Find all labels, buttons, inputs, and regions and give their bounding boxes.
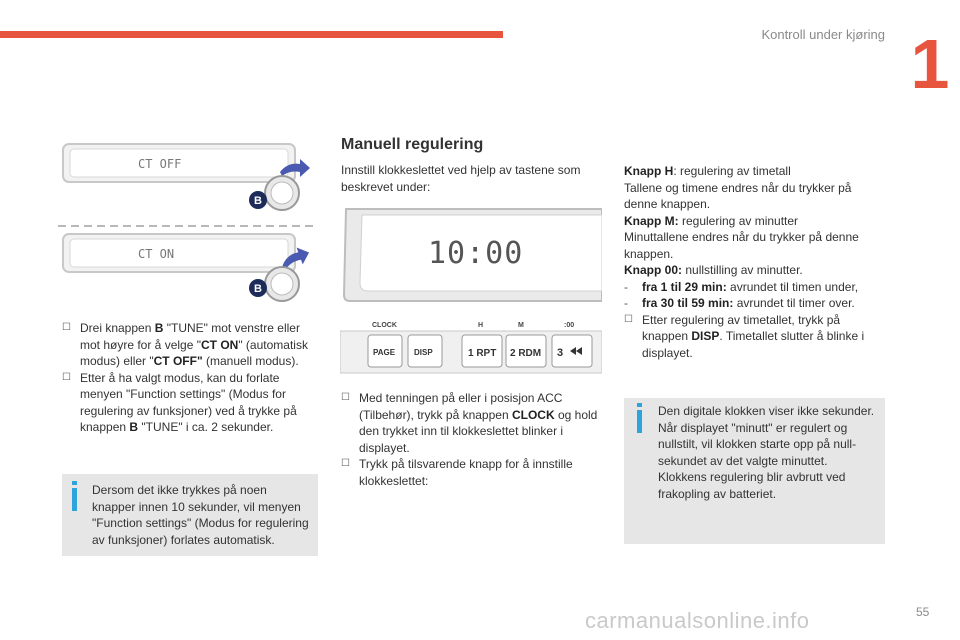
middle-bullets (341, 390, 603, 489)
svg-text:B: B (254, 283, 262, 295)
knapp-h-label: Knapp H (624, 164, 674, 178)
svg-text:B: B (254, 195, 262, 207)
label-m: M (518, 322, 524, 329)
intro-text: Innstill klokkeslettet ved hjelp av tastene som beskrevet under: (341, 163, 581, 194)
info-box-left: Dersom det ikke trykkes på noen knapper innen 10 sekunder, vil menyen "Function settings" (Modus for regulering av funksjoner) forlates automatisk. (62, 474, 318, 556)
info-icon (72, 488, 77, 511)
page-number: 55 (916, 605, 930, 619)
svg-text:1 RPT: 1 RPT (468, 348, 497, 359)
list-item: - fra 30 til 59 min: avrundet til timer over. (624, 296, 855, 310)
clock-display-value: 10:00 (428, 236, 524, 271)
left-bullets (62, 320, 318, 436)
label-zero: :00 (564, 322, 575, 329)
label-clock: CLOCK (372, 322, 397, 329)
svg-text:PAGE: PAGE (373, 348, 396, 357)
svg-text:DISP: DISP (414, 348, 433, 357)
label-h: H (478, 322, 484, 329)
list-item: ☐ Med tenningen på eller i posisjon ACC (Tilbehør), trykk på knappen CLOCK og hold den trykket inn til klokkeslettet blinker i displayet. (341, 391, 598, 455)
list-item: - fra 1 til 29 min: avrundet til timen under, (624, 279, 859, 294)
clock-panel-illustration (340, 205, 602, 375)
display-text-ct-on: CT ON (138, 247, 175, 261)
header-accent-bar (0, 31, 503, 38)
svg-text:2 RDM: 2 RDM (510, 348, 542, 359)
knapp-m-label: Knapp M: (624, 213, 679, 228)
watermark: carmanualsonline.info (585, 608, 810, 633)
section-title: Kontroll under kjøring (761, 27, 885, 42)
list-item: ☐ Trykk på tilsvarende knapp for å innstille klokkeslettet: (341, 457, 573, 488)
info-icon (637, 410, 642, 433)
list-item: ☐ Etter å ha valgt modus, kan du forlate menyen "Function settings" (Modus for regulering av funksjoner) ved å trykke på knappen B "TUNE" i ca. 2 sekunder. (62, 370, 297, 434)
info-box-right: Den digitale klokken viser ikke sekunder. Når displayet "minutt" er regulert og nullstilt, vil klokken starte opp på null-sekundet av det valgte minuttet. Klokkens regulering blir avbrutt ved frakopling av batteriet. (624, 398, 885, 544)
list-item: ☐ Etter regulering av timetallet, trykk på knappen DISP. Timetallet slutter å blinke i displayet. (624, 312, 865, 360)
display-screen-2 (70, 239, 288, 267)
svg-text:3: 3 (557, 347, 564, 359)
knapp-00-label: Knapp 00: (624, 263, 683, 277)
section-heading: Manuell regulering (341, 136, 484, 153)
display-text-ct-off: CT OFF (138, 157, 182, 171)
list-item: ☐ Drei knappen B "TUNE" mot venstre eller mot høyre for å velge "CT ON" (automatisk modus) eller "CT OFF" (manuell modus). (62, 321, 308, 368)
right-column: Knapp H: regulering av timetall Tallene og timene endres når du trykker på denne knappen. Knapp M: regulering av minutter Minuttallene endres når du trykker på denne knappen. Knapp 00: nullstilling av minutter. - fra 1 til 29 min: avrundet til timen under, - fra 30 til 59 min: avrundet til timer over. ☐ Etter regulering av timetallet, trykk på knappen DISP. Timetallet slutter å blinke i displayet. (624, 163, 886, 361)
ct-mode-illustration (58, 138, 318, 308)
chapter-number: 1 (910, 25, 950, 103)
